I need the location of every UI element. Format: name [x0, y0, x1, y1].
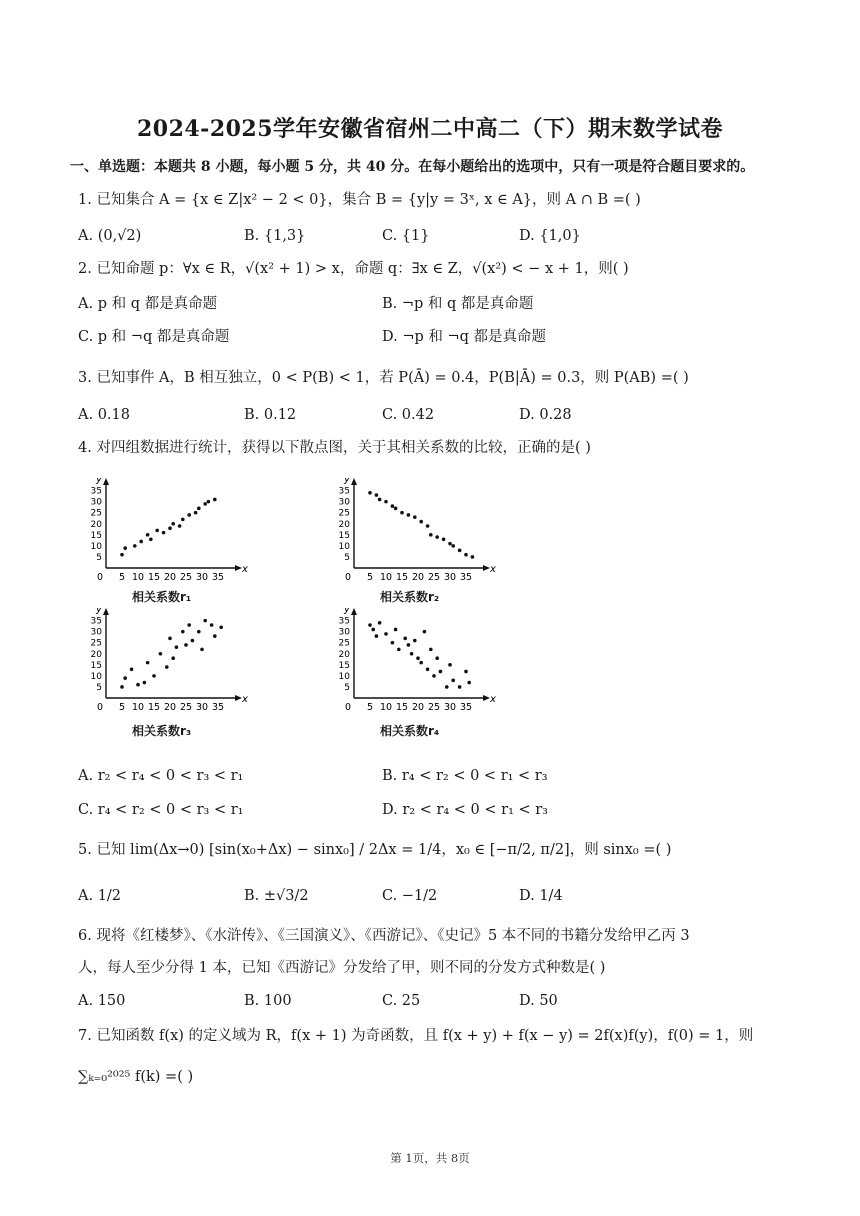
- x-tick-label: 30: [195, 572, 209, 583]
- scatter-point: [445, 685, 449, 689]
- scatter-point: [149, 537, 153, 541]
- scatter-point: [368, 491, 372, 495]
- y-tick-label: 25: [338, 638, 350, 649]
- y-tick-label: 5: [344, 682, 350, 693]
- scatter-point: [213, 498, 217, 502]
- y-tick-label: 25: [338, 508, 350, 519]
- x-tick-label: 30: [443, 572, 457, 583]
- q3-option-a: A. 0.18: [78, 407, 130, 423]
- scatter-point: [184, 643, 188, 647]
- scatter-point: [391, 641, 395, 645]
- scatter-point: [133, 544, 137, 548]
- scatter-point: [123, 676, 127, 680]
- y-axis-label: y: [344, 478, 350, 485]
- x-tick-label: 0: [96, 572, 104, 583]
- y-tick-label: 20: [90, 519, 102, 530]
- scatter-point: [471, 555, 475, 559]
- scatter-point: [139, 540, 143, 544]
- scatter-point: [187, 623, 191, 627]
- x-tick-label: 20: [163, 702, 177, 713]
- question-3-stem: 3. 已知事件 A，B 相互独立，0 < P(B) < 1，若 P(Ā) = 0.4，P(B|Ā) = 0.3，则 P(AB) =( ): [78, 370, 689, 386]
- q6-option-b: B. 100: [244, 993, 292, 1009]
- scatter-point: [194, 511, 198, 515]
- scatter-point: [378, 621, 382, 625]
- question-1-stem: 1. 已知集合 A = {x ∈ Z|x² − 2 < 0}，集合 B = {y|y = 3ˣ, x ∈ A}，则 A ∩ B =( ): [78, 192, 641, 208]
- q6-option-c: C. 25: [382, 993, 421, 1009]
- y-tick-label: 15: [90, 660, 102, 671]
- scatter-point: [419, 520, 423, 524]
- scatter-point: [213, 634, 217, 638]
- scatter-point: [448, 542, 452, 546]
- scatter-plot-r2: [328, 478, 498, 612]
- x-tick-label: 10: [131, 572, 145, 583]
- scatter-point: [210, 623, 214, 627]
- scatter-point: [467, 681, 471, 685]
- x-tick-label: 0: [344, 572, 352, 583]
- y-tick-label: 10: [338, 671, 350, 682]
- page-footer: 第 1页，共 8页: [390, 1151, 470, 1165]
- x-tick-label: 5: [366, 702, 374, 713]
- page-title: 2024-2025学年安徽省宿州二中高二（下）期末数学试卷: [136, 116, 724, 142]
- q2-option-b: B. ¬p 和 q 都是真命题: [382, 296, 534, 312]
- scatter-caption-r4: 相关系数r₄: [380, 724, 440, 738]
- x-tick-label: 15: [395, 702, 409, 713]
- scatter-point: [416, 656, 420, 660]
- x-axis-label: x: [242, 564, 248, 575]
- question-6-stem-cont: 人，每人至少分得 1 本，已知《西游记》分发给了甲，则不同的分发方式种数是( ): [78, 960, 606, 976]
- y-tick-label: 25: [90, 638, 102, 649]
- scatter-point: [219, 625, 223, 629]
- scatter-point: [407, 643, 411, 647]
- q3-option-d: D. 0.28: [519, 407, 572, 423]
- scatter-point: [439, 670, 443, 674]
- scatter-point: [181, 630, 185, 634]
- scatter-point: [464, 670, 468, 674]
- y-tick-label: 30: [338, 497, 350, 508]
- x-axis-arrow: [483, 565, 490, 571]
- y-tick-label: 30: [338, 627, 350, 638]
- scatter-point: [429, 648, 433, 652]
- scatter-point: [375, 493, 379, 497]
- q1-option-d: D. {1,0}: [519, 228, 581, 244]
- scatter-point: [191, 639, 195, 643]
- x-tick-label: 10: [379, 702, 393, 713]
- q6-option-a: A. 150: [78, 993, 126, 1009]
- scatter-point: [130, 667, 134, 671]
- question-2-stem: 2. 已知命题 p：∀x ∈ R，√(x² + 1) > x，命题 q：∃x ∈ Z，√(x²) < − x + 1，则( ): [78, 261, 629, 277]
- x-tick-label: 20: [411, 702, 425, 713]
- y-tick-label: 10: [90, 671, 102, 682]
- scatter-point: [384, 632, 388, 636]
- x-axis-label: x: [490, 694, 496, 705]
- x-tick-label: 0: [344, 702, 352, 713]
- scatter-caption-r2: 相关系数r₂: [380, 590, 440, 604]
- q2-option-a: A. p 和 q 都是真命题: [78, 296, 218, 312]
- scatter-point: [120, 553, 124, 557]
- x-tick-label: 20: [163, 572, 177, 583]
- scatter-point: [458, 685, 462, 689]
- scatter-point: [159, 652, 163, 656]
- scatter-point: [175, 645, 179, 649]
- x-tick-label: 35: [459, 702, 473, 713]
- scatter-point: [152, 674, 156, 678]
- scatter-point: [419, 661, 423, 665]
- scatter-caption-r3: 相关系数r₃: [132, 724, 192, 738]
- q3-option-b: B. 0.12: [244, 407, 297, 423]
- scatter-plot-r4: [328, 608, 498, 742]
- q5-option-a: A. 1/2: [78, 888, 122, 904]
- y-tick-label: 10: [90, 541, 102, 552]
- scatter-point: [171, 522, 175, 526]
- y-tick-label: 35: [338, 616, 350, 627]
- q1-option-a: A. (0,√2): [78, 228, 142, 244]
- scatter-point: [143, 681, 147, 685]
- y-axis-label: y: [96, 608, 102, 615]
- y-tick-label: 20: [338, 649, 350, 660]
- scatter-point: [162, 531, 166, 535]
- scatter-point: [435, 656, 439, 660]
- scatter-point: [378, 498, 382, 502]
- q1-option-b: B. {1,3}: [244, 228, 306, 244]
- x-axis-arrow: [483, 695, 490, 701]
- scatter-point: [136, 683, 140, 687]
- x-axis-label: x: [490, 564, 496, 575]
- x-tick-label: 15: [147, 702, 161, 713]
- y-tick-label: 5: [344, 552, 350, 563]
- y-axis-label: y: [96, 478, 102, 485]
- scatter-point: [168, 637, 172, 641]
- x-tick-label: 35: [459, 572, 473, 583]
- scatter-point: [391, 504, 395, 508]
- x-tick-label: 20: [411, 572, 425, 583]
- x-tick-label: 15: [395, 572, 409, 583]
- q2-option-d: D. ¬p 和 ¬q 都是真命题: [382, 329, 547, 345]
- scatter-point: [394, 507, 398, 511]
- y-tick-label: 20: [90, 649, 102, 660]
- y-tick-label: 35: [338, 486, 350, 497]
- x-tick-label: 15: [147, 572, 161, 583]
- scatter-point: [426, 667, 430, 671]
- scatter-point: [171, 656, 175, 660]
- y-tick-label: 15: [338, 530, 350, 541]
- y-axis-arrow: [103, 478, 109, 485]
- x-tick-label: 25: [179, 702, 193, 713]
- scatter-point: [200, 648, 204, 652]
- scatter-point: [207, 500, 211, 504]
- scatter-point: [371, 628, 375, 632]
- question-6-stem: 6. 现将《红楼梦》、《水浒传》、《三国演义》、《西游记》、《史记》5 本不同的书籍分发给甲乙丙 3: [78, 928, 690, 944]
- scatter-plot-r1: [80, 478, 250, 612]
- y-tick-label: 15: [338, 660, 350, 671]
- x-tick-label: 25: [179, 572, 193, 583]
- q5-option-c: C. −1/2: [382, 888, 438, 904]
- x-axis-arrow: [235, 695, 242, 701]
- x-tick-label: 10: [131, 702, 145, 713]
- scatter-point: [181, 518, 185, 522]
- scatter-point: [368, 623, 372, 627]
- q4-option-d: D. r₂ < r₄ < 0 < r₁ < r₃: [382, 802, 548, 818]
- y-tick-label: 30: [90, 497, 102, 508]
- question-7-stem: 7. 已知函数 f(x) 的定义域为 R，f(x + 1) 为奇函数，且 f(x + y) + f(x − y) = 2f(x)f(y)，f(0) = 1，则: [78, 1028, 754, 1044]
- y-tick-label: 30: [90, 627, 102, 638]
- q3-option-c: C. 0.42: [382, 407, 435, 423]
- scatter-point: [403, 637, 407, 641]
- scatter-point: [407, 513, 411, 517]
- scatter-point: [448, 663, 452, 667]
- scatter-point: [442, 537, 446, 541]
- q5-option-d: D. 1/4: [519, 888, 563, 904]
- scatter-point: [120, 685, 124, 689]
- scatter-point: [400, 511, 404, 515]
- scatter-point: [435, 535, 439, 539]
- q6-option-d: D. 50: [519, 993, 558, 1009]
- y-tick-label: 5: [96, 682, 102, 693]
- y-tick-label: 5: [96, 552, 102, 563]
- scatter-svg-4: [328, 608, 498, 738]
- scatter-point: [168, 526, 172, 530]
- q5-option-b: B. ±√3/2: [244, 888, 309, 904]
- scatter-point: [187, 513, 191, 517]
- scatter-point: [178, 524, 182, 528]
- x-axis-arrow: [235, 565, 242, 571]
- scatter-point: [451, 679, 455, 683]
- scatter-point: [410, 652, 414, 656]
- scatter-point: [429, 533, 433, 537]
- scatter-svg-3: [80, 608, 250, 738]
- x-axis-label: x: [242, 694, 248, 705]
- y-tick-label: 15: [90, 530, 102, 541]
- x-tick-label: 35: [211, 702, 225, 713]
- y-axis-arrow: [103, 608, 109, 615]
- x-tick-label: 25: [427, 702, 441, 713]
- x-tick-label: 5: [118, 572, 126, 583]
- question-7-stem-cont: ∑ₖ₌₀²⁰²⁵ f(k) =( ): [78, 1069, 194, 1085]
- scatter-point: [165, 665, 169, 669]
- scatter-point: [423, 630, 427, 634]
- x-tick-label: 35: [211, 572, 225, 583]
- scatter-point: [375, 634, 379, 638]
- q1-option-c: C. {1}: [382, 228, 430, 244]
- scatter-point: [197, 630, 201, 634]
- y-axis-arrow: [351, 478, 357, 485]
- question-5-stem: 5. 已知 lim(Δx→0) [sin(x₀+Δx) − sinx₀] / 2Δx = 1/4，x₀ ∈ [−π/2, π/2]，则 sinx₀ =( ): [78, 842, 672, 858]
- scatter-point: [394, 628, 398, 632]
- y-tick-label: 35: [90, 486, 102, 497]
- scatter-point: [426, 524, 430, 528]
- scatter-point: [203, 502, 207, 506]
- q4-option-b: B. r₄ < r₂ < 0 < r₁ < r₃: [382, 768, 548, 784]
- scatter-plot-r3: [80, 608, 250, 742]
- scatter-point: [146, 533, 150, 537]
- x-tick-label: 30: [443, 702, 457, 713]
- scatter-point: [123, 546, 127, 550]
- scatter-point: [397, 648, 401, 652]
- x-tick-label: 5: [118, 702, 126, 713]
- q2-option-c: C. p 和 ¬q 都是真命题: [78, 329, 230, 345]
- y-tick-label: 25: [90, 508, 102, 519]
- scatter-point: [464, 553, 468, 557]
- x-tick-label: 25: [427, 572, 441, 583]
- x-tick-label: 0: [96, 702, 104, 713]
- y-tick-label: 35: [90, 616, 102, 627]
- x-tick-label: 10: [379, 572, 393, 583]
- scatter-point: [413, 639, 417, 643]
- y-tick-label: 20: [338, 519, 350, 530]
- scatter-point: [451, 544, 455, 548]
- q4-option-a: A. r₂ < r₄ < 0 < r₃ < r₁: [78, 768, 244, 784]
- question-4-stem: 4. 对四组数据进行统计，获得以下散点图，关于其相关系数的比较，正确的是( ): [78, 440, 591, 456]
- scatter-point: [197, 507, 201, 511]
- scatter-point: [155, 529, 159, 533]
- q4-option-c: C. r₄ < r₂ < 0 < r₃ < r₁: [78, 802, 244, 818]
- y-axis-arrow: [351, 608, 357, 615]
- scatter-caption-r1: 相关系数r₁: [132, 590, 192, 604]
- x-tick-label: 30: [195, 702, 209, 713]
- scatter-point: [413, 515, 417, 519]
- scatter-point: [458, 549, 462, 553]
- scatter-point: [432, 674, 436, 678]
- section-heading: 一、单选题：本题共 8 小题，每小题 5 分，共 40 分。在每小题给出的选项中，只有一项是符合题目要求的。: [70, 159, 755, 175]
- scatter-point: [384, 500, 388, 504]
- y-tick-label: 10: [338, 541, 350, 552]
- x-tick-label: 5: [366, 572, 374, 583]
- y-axis-label: y: [344, 608, 350, 615]
- scatter-point: [146, 661, 150, 665]
- scatter-point: [203, 619, 207, 623]
